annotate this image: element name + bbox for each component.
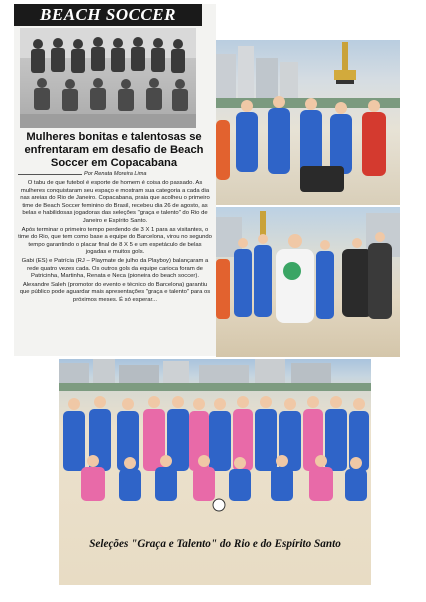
paragraph: Gabi (ES) e Patrícia (RJ – Playmate de julho da Playboy) balançaram a rede quatro vezes cada. Os outros gols da equipe carioca foram de Patricinha, Martinha, Renata e Neca (pioneira do beach soccer). <box>21 257 209 280</box>
paragraph: O tabu de que futebol é esporte de homem é coisa do passado. As mulheres conquistaram seu espaço e mostram sua categoria a cada dia nas areias do Rio de Janeiro. Copacabana, praia que acolheu o primeiro time de Beach Soccer feminino do Brasil, recebeu dia 26 de agosto, as belas e habilidosas jogadoras das seleções "graça e talento" do Rio de Janeiro e Espírito Santo. <box>20 180 210 224</box>
masthead: BEACH SOCCER <box>14 4 202 26</box>
paragraph: Alexandre Saleh (promotor do evento e técnico do Barcelona) garantiu que público pode aguardar mais apresentações "graça e talento" para os próximos meses. É só esperar... <box>19 281 211 303</box>
paragraph: Após terminar o primeiro tempo perdendo de 3 X 1 para as visitantes, o time do Rio, que tem como base a equipe do Barcelona, virou no segundo tempo garantindo o placar final de 8 X 5 e um espetáculo de belas jogadas e muitos gols. <box>18 226 212 256</box>
team-photo <box>20 28 196 128</box>
headline: Mulheres bonitas e talentosas se enfrentaram em desafio de Beach Soccer em Copacabana <box>24 131 204 169</box>
trophy-photo <box>216 40 400 205</box>
byline: Por Renata Moreira Lima <box>84 171 147 177</box>
article-body <box>18 180 212 306</box>
byline-rule <box>18 174 82 175</box>
cameraman-photo <box>216 207 400 357</box>
team-group-photo <box>59 359 371 585</box>
newspaper-clipping <box>14 4 216 356</box>
photo-caption: Seleções "Graça e Talento" do Rio e do Espírito Santo <box>89 538 341 550</box>
